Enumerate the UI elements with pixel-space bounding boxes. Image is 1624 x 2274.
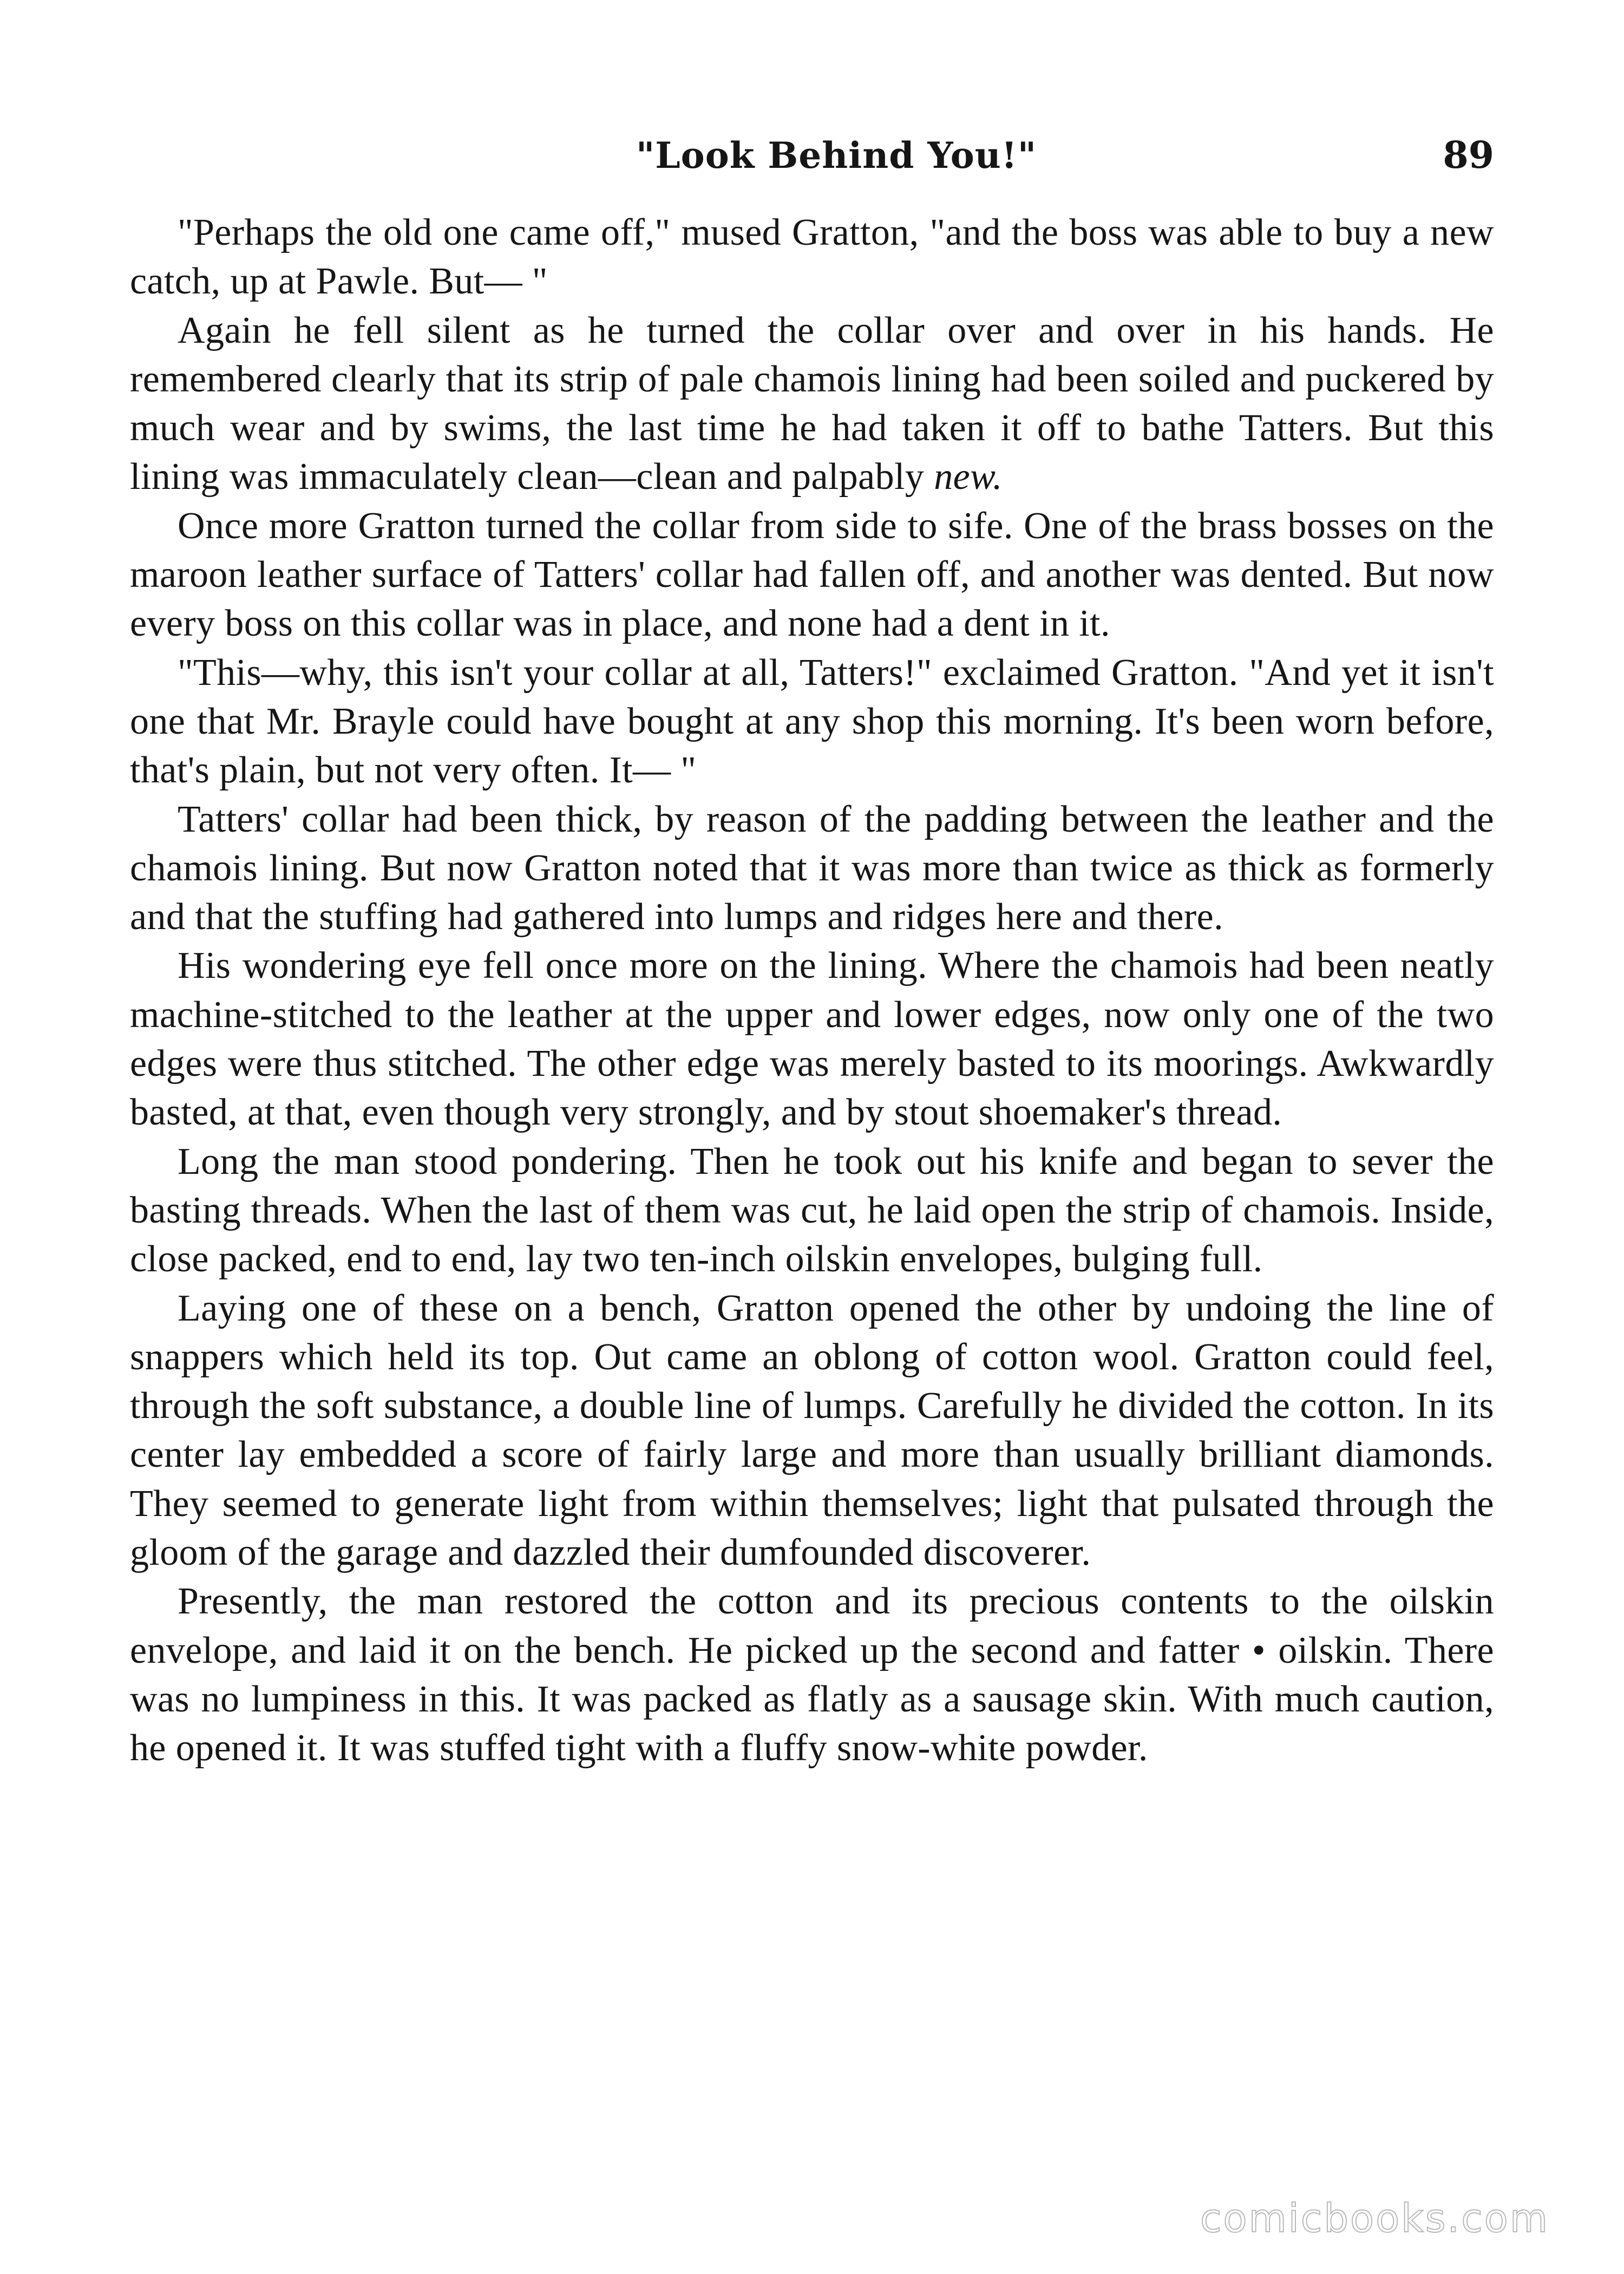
paragraph-text: His wondering eye fell once more on the lining. Where the chamois had been neatly machine-stitched to the leather at the upper and lower edges, now only one of the two edges were thus stitched. The other edge was merely basted to its moorings. Awkwardly basted, at that, even though very strongly, and by stout shoemaker's thread. — [130, 945, 1494, 1134]
paragraph-text: Tatters' collar had been thick, by reason of the padding between the leather and the chamois lining. But now Gratton noted that it was more than twice as thick as formerly and that the stuffing had gathered into lumps and ridges here and there. — [130, 798, 1494, 938]
emphasis-text: new. — [934, 456, 1003, 498]
paragraph-text: Again he fell silent as he turned the collar over and over in his hands. He remembered clearly that its strip of pale chamois lining had been soiled and puckered by much wear and by swims, the last time he had taken it off to bathe Tatters. But this lining was immaculately clean—clean and palpably — [130, 309, 1494, 498]
paragraph-6 — [130, 942, 1494, 1137]
paragraph-1 — [130, 208, 1494, 306]
paragraph-text: Once more Gratton turned the collar from side to sife. One of the brass bosses on the maroon leather surface of Tatters' collar had fallen off, and another was dented. But now every boss on this collar was in place, and none had a dent in it. — [130, 505, 1494, 645]
paragraph-text: "This—why, this isn't your collar at all, Tatters!" exclaimed Gratton. "And yet it isn't one that Mr. Brayle could have bought at any shop this morning. It's been worn before, that's plain, but not very often. It— " — [130, 651, 1494, 792]
paragraph-2 — [130, 306, 1494, 502]
body-text — [130, 208, 1494, 1773]
paragraph-7 — [130, 1138, 1494, 1284]
paragraph-text: Laying one of these on a bench, Gratton opened the other by undoing the line of snappers which held its top. Out came an oblong of cotton wool. Gratton could feel, through the soft substance, a double line of lumps. Carefully he divided the cotton. In its center lay embedded a score of fairly large and more than usually brilliant diamonds. They seemed to generate light from within themselves; light that pulsated through the gloom of the garage and dazzled their dumfounded discoverer. — [130, 1287, 1494, 1574]
paragraph-5 — [130, 795, 1494, 942]
paragraph-8 — [130, 1284, 1494, 1578]
paragraph-3 — [130, 502, 1494, 649]
paragraph-text: Long the man stood pondering. Then he took out his knife and began to sever the basting threads. When the last of them was cut, he laid open the strip of chamois. Inside, close packed, end to end, lay two ten-inch oilskin envelopes, bulging full. — [130, 1140, 1494, 1280]
paragraph-text: Presently, the man restored the cotton and its precious contents to the oilskin envelope, and laid it on the bench. He picked up the second and fatter • oilskin. There was no lumpiness in this. It was packed as flatly as a sausage skin. With much caution, he opened it. It was stuffed tight with a fluffy snow-white powder. — [130, 1580, 1494, 1769]
page-number: 89 — [1443, 134, 1494, 177]
paragraph-9 — [130, 1577, 1494, 1773]
running-head — [179, 126, 1494, 185]
paragraph-text: "Perhaps the old one came off," mused Gratton, "and the boss was able to buy a new catch, up at Pawle. But— " — [130, 212, 1494, 303]
chapter-title: "Look Behind You!" — [636, 134, 1037, 177]
paragraph-4 — [130, 649, 1494, 795]
site-watermark: comicbooks.com — [1200, 2195, 1549, 2241]
